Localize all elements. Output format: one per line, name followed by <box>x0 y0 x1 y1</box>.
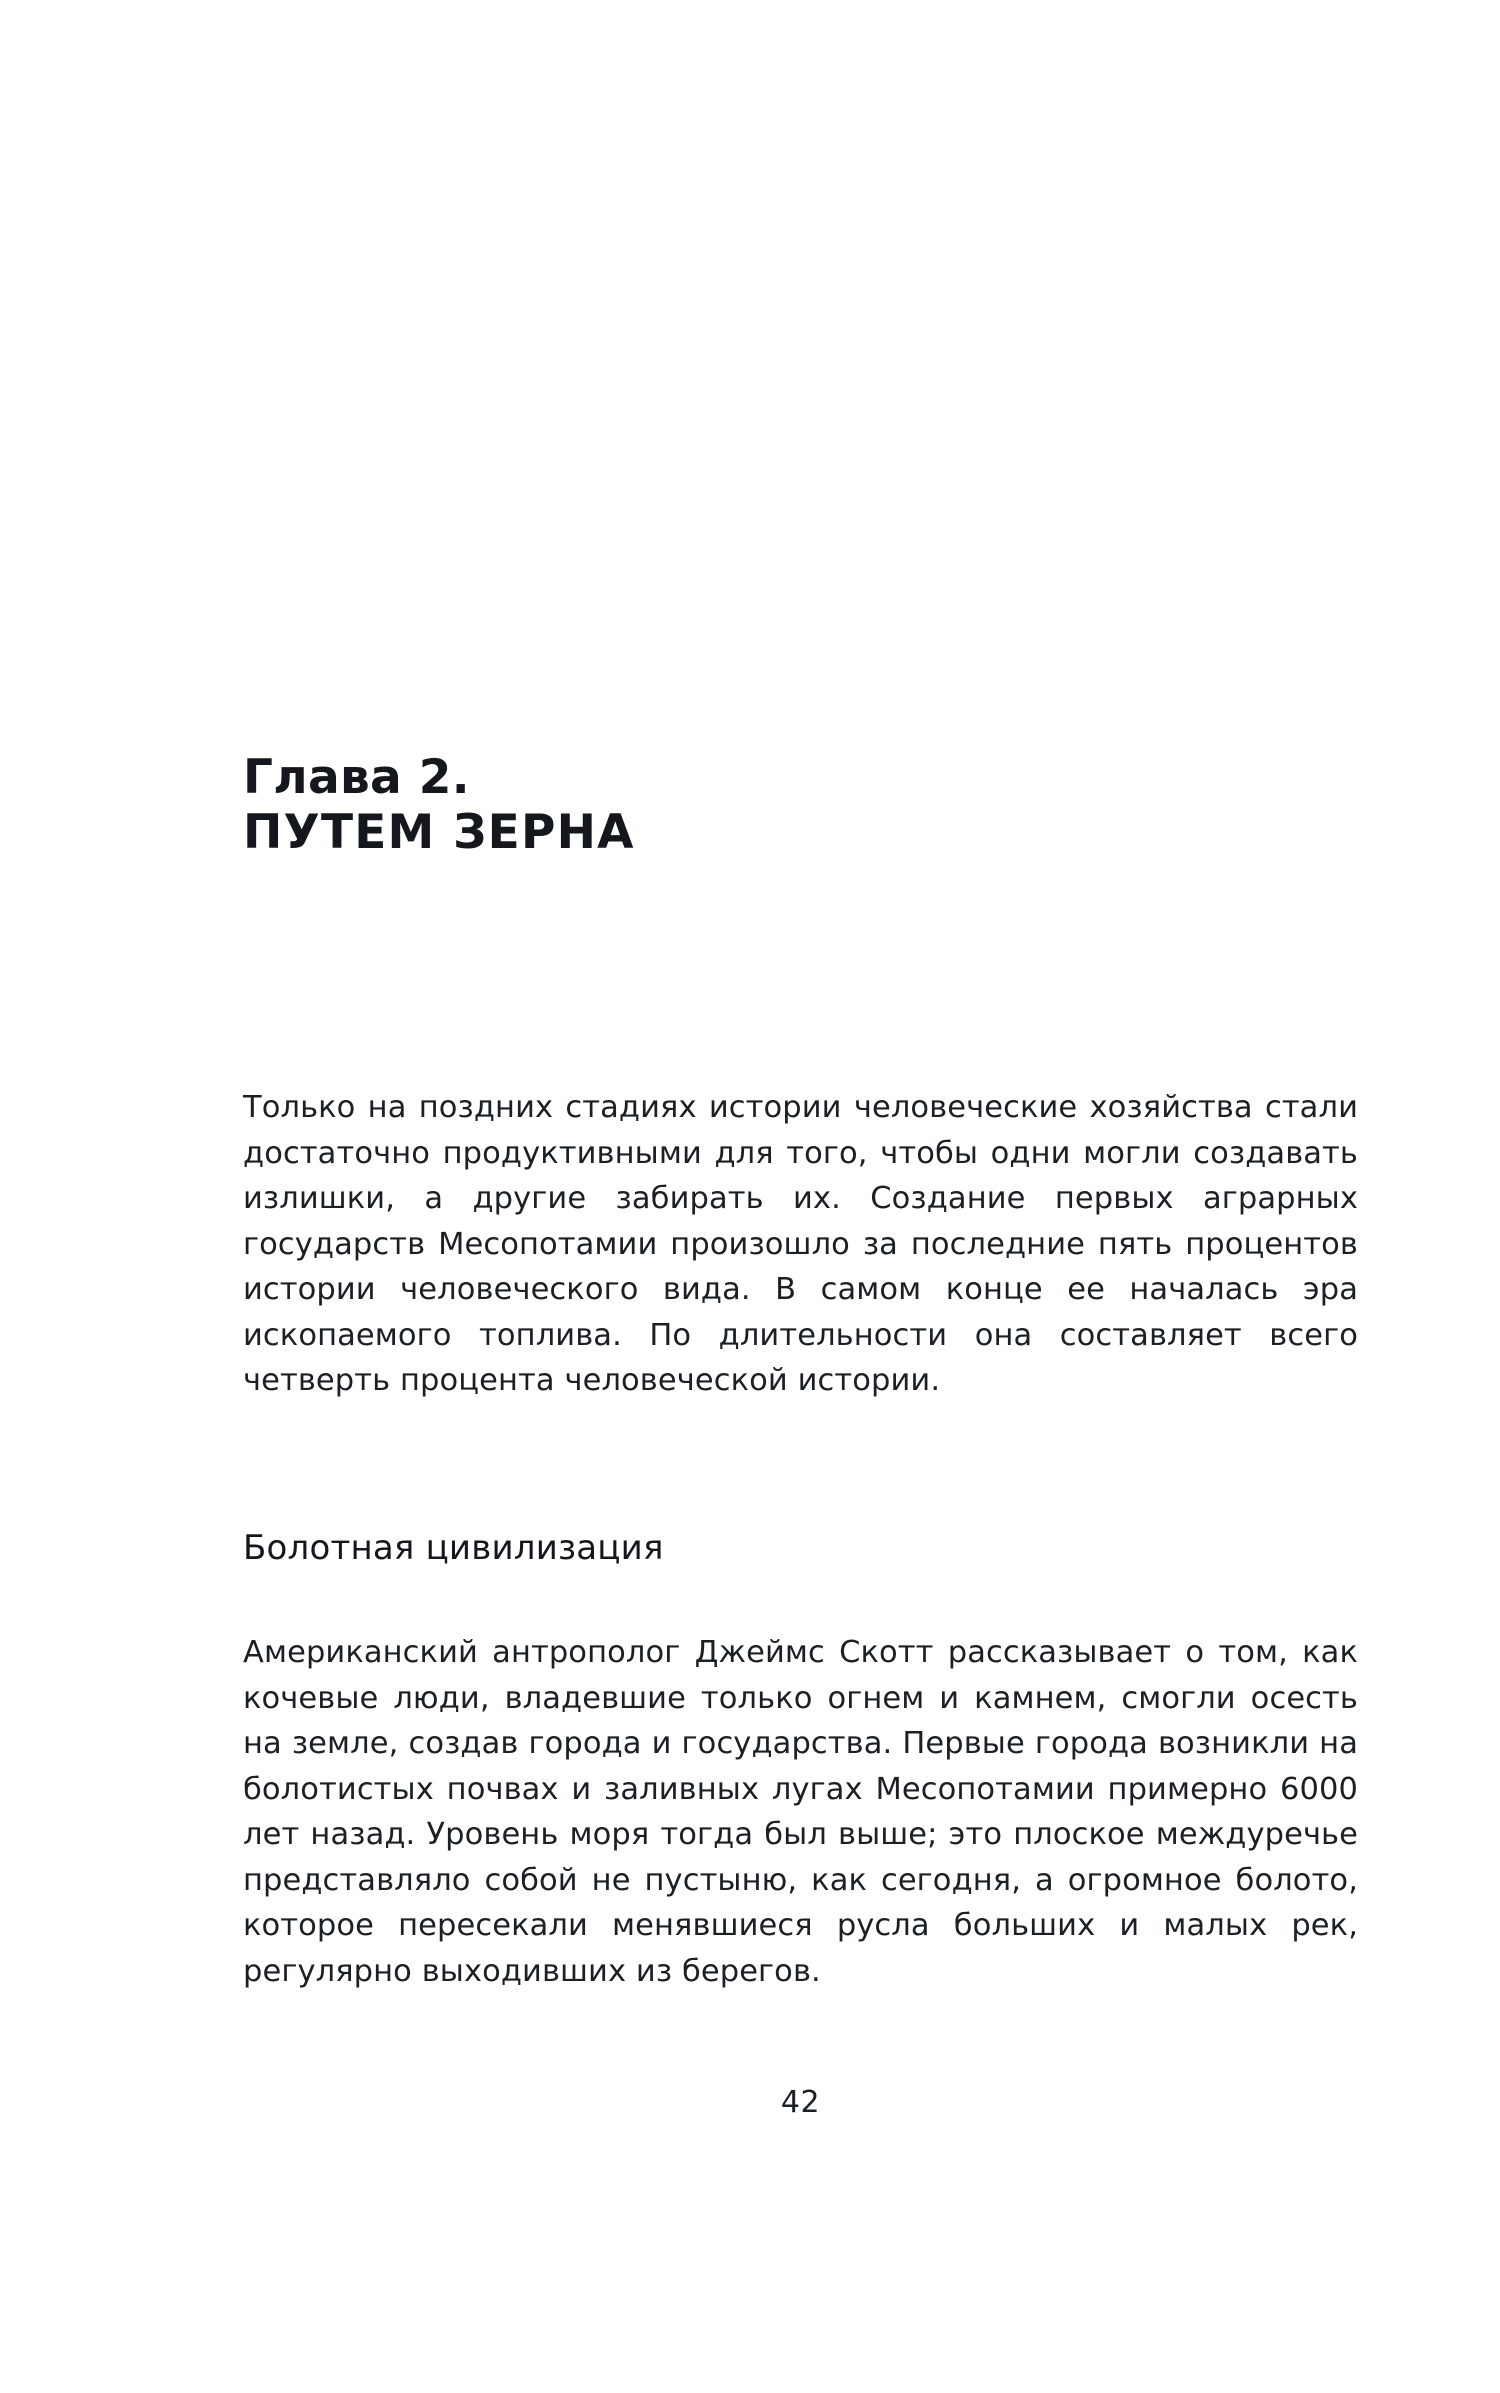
section-heading: Болотная цивилизация <box>243 1528 664 1568</box>
page-number: 42 <box>780 2085 821 2120</box>
intro-paragraph: Только на поздних стадиях истории человеческие хозяйства стали достаточно продуктивными для того, чтобы одни могли создавать излишки, а другие забирать их. Создание первых аграрных государств Месопотамии произошло за последние пять процентов истории человеческого вида. В самом конце ее началась эра ископаемого топлива. По длительности она составляет всего четверть процента человеческой истории. <box>243 1090 1358 1398</box>
section-paragraph-block <box>243 1630 1358 1994</box>
intro-paragraph-block <box>243 1085 1358 1404</box>
chapter-title: ПУТЕМ ЗЕРНА <box>243 805 635 861</box>
chapter-header <box>243 750 1358 861</box>
section-paragraph: Американский антрополог Джеймс Скотт рассказывает о том, как кочевые люди, владевшие только огнем и камнем, смогли осесть на земле, создав города и государства. Первые города возникли на болотистых почвах и заливных лугах Месопотамии примерно 6000 лет назад. Уровень моря тогда был выше; это плоское междуречье представляло собой не пустыню, как сегодня, а огромное болото, которое пересекали менявшиеся русла больших и малых рек, регулярно выходивших из берегов. <box>243 1635 1358 1989</box>
chapter-number: Глава 2. <box>243 750 470 805</box>
